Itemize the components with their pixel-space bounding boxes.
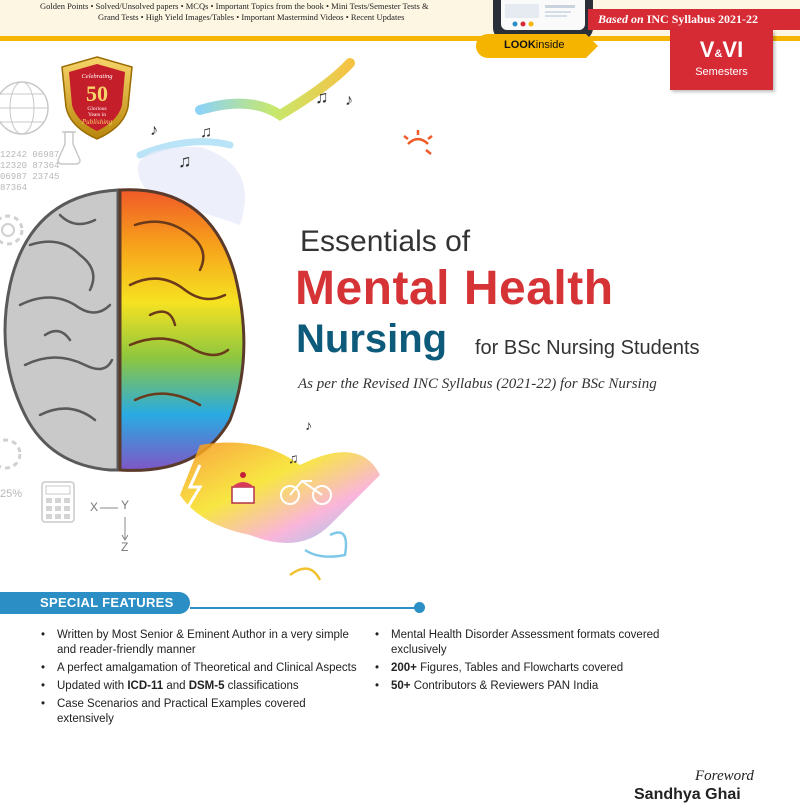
svg-text:Glorious: Glorious <box>87 106 107 112</box>
svg-text:Publishing: Publishing <box>81 118 113 126</box>
semester-badge: V&VI Semesters <box>670 30 773 90</box>
features-left-list <box>37 628 357 730</box>
axis-y-label: Y <box>121 498 130 512</box>
special-features-label: SPECIAL FEATURES <box>40 595 174 610</box>
title-main: Mental Health <box>295 262 614 315</box>
feature-item: • Mental Health Disorder Assessment formats covered exclusively <box>371 628 691 658</box>
svg-text:♫: ♫ <box>200 124 212 141</box>
title-subtitle: for BSc Nursing Students <box>475 337 700 359</box>
feature-item: • 200+ Figures, Tables and Flowcharts covered <box>371 661 691 676</box>
medal-number: 50 <box>86 81 108 106</box>
divider-line <box>190 607 420 609</box>
medal-top-text: Celebrating <box>81 73 113 80</box>
axis-x-label: X <box>90 500 99 514</box>
feature-item: • Case Scenarios and Practical Examples covered extensively <box>37 697 357 727</box>
strip-text-line1: Golden Points • Solved/Unsolved papers • MCQs • Important Topics from the book • Mini Tests/Semester Tests & <box>40 1 429 11</box>
look-inside-button[interactable] <box>476 34 586 58</box>
idea-spark-icon <box>398 128 438 158</box>
decor-percent: 25% <box>0 488 23 500</box>
feature-item: • 50+ Contributors & Reviewers PAN India <box>371 679 691 694</box>
feature-item: • Written by Most Senior & Eminent Author in a very simple and reader-friendly manner <box>37 628 357 658</box>
syllabus-note: As per the Revised INC Syllabus (2021-22) for BSc Nursing <box>298 376 657 392</box>
foreword-label: Foreword <box>695 768 754 784</box>
feature-item: • A perfect amalgamation of Theoretical and Clinical Aspects <box>37 661 357 676</box>
semester-label: Semesters <box>695 66 748 78</box>
features-right-list <box>371 628 691 697</box>
phone-screen-content-icon <box>501 0 585 30</box>
decor-numbers: 12242 06987 12320 87364 06987 23745 87364 <box>0 150 60 193</box>
feature-item: • Updated with ICD-11 and DSM-5 classifications <box>37 679 357 694</box>
svg-text:Years in: Years in <box>88 112 106 118</box>
inc-banner-prefix: Based on <box>598 12 644 26</box>
foreword-author: Sandhya Ghai <box>634 786 741 803</box>
title-nursing: Nursing <box>296 317 448 361</box>
strip-text-line2: Grand Tests • High Yield Images/Tables • Important Mastermind Videos • Recent Updates <box>98 12 405 22</box>
svg-text:♪: ♪ <box>150 122 158 139</box>
svg-text:♫: ♫ <box>178 151 192 171</box>
divider-dot-icon <box>414 602 425 613</box>
svg-text:♫: ♫ <box>288 450 299 466</box>
title-prefix: Essentials of <box>300 225 471 258</box>
inc-banner-text: INC Syllabus 2021-22 <box>646 12 759 26</box>
special-features-header <box>0 592 190 614</box>
look-inside-label: LOOKinside <box>504 39 565 51</box>
svg-text:♫: ♫ <box>315 87 329 107</box>
inc-syllabus-banner <box>588 9 800 30</box>
svg-text:♪: ♪ <box>345 92 353 109</box>
phone-screen <box>501 0 585 30</box>
svg-text:♪: ♪ <box>305 417 312 433</box>
axis-z-label: Z <box>121 540 129 554</box>
